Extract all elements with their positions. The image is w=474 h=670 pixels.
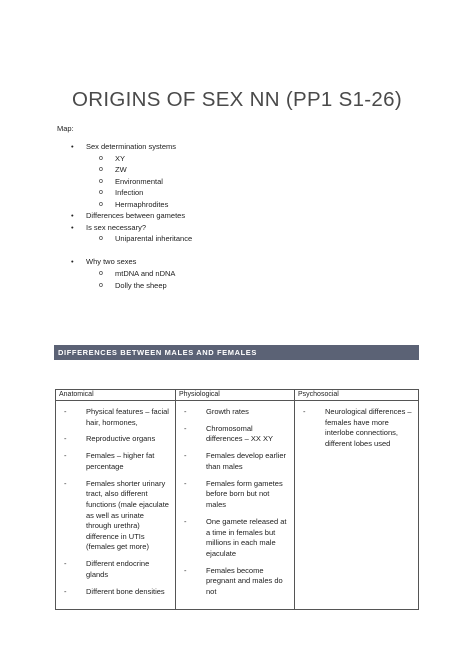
item-text: Reproductive organs	[86, 434, 156, 444]
list-subitem	[0, 233, 474, 245]
page-title: ORIGINS OF SEX NN (PP1 S1-26)	[72, 88, 402, 111]
list-item	[0, 256, 474, 268]
list-subitem-text: Hermaphrodites	[115, 199, 169, 209]
dash-marker: -	[184, 516, 187, 526]
item-text: Different bone densities	[86, 586, 165, 596]
list-spacer	[0, 245, 474, 257]
bullet-marker: •	[71, 257, 74, 267]
table-column-physiological	[175, 390, 295, 609]
table-cell-item	[176, 479, 295, 511]
dash-marker: -	[64, 434, 67, 444]
dash-marker: -	[184, 565, 187, 575]
item-text: Females form gametes before born but not males	[206, 478, 283, 510]
list-item-text: Sex determination systems	[86, 142, 177, 151]
list-subitem-text: XY	[115, 153, 126, 163]
table-cell-item	[176, 424, 295, 445]
table-cell-item	[176, 451, 295, 472]
sub-bullet-marker: o	[99, 189, 103, 197]
dash-marker: -	[64, 478, 67, 488]
table-column-psychosocial	[294, 390, 419, 609]
column-items	[176, 407, 295, 604]
dash-marker: -	[184, 423, 187, 433]
column-header: Physiological	[176, 390, 295, 401]
sub-bullet-marker: o	[99, 166, 103, 174]
section-heading: DIFFERENCES BETWEEN MALES AND FEMALES	[58, 348, 258, 357]
table-cell-item	[56, 451, 175, 472]
item-text: Females – higher fat percentage	[86, 451, 155, 471]
list-item-text: Is sex necessary?	[86, 222, 147, 232]
list-subitem-text: Environmental	[115, 176, 163, 186]
list-item	[0, 222, 474, 234]
dash-marker: -	[64, 451, 67, 461]
table-cell-item	[56, 479, 175, 553]
list-subitem-text: mtDNA and nDNA	[115, 268, 176, 278]
column-items	[295, 407, 419, 456]
map-label: Map:	[57, 124, 74, 133]
bullet-marker: •	[71, 142, 74, 151]
table-cell-item	[56, 587, 175, 598]
table-cell-item	[176, 517, 295, 559]
sub-bullet-marker: o	[99, 281, 103, 289]
dash-marker: -	[64, 559, 67, 569]
list-subitem	[0, 268, 474, 280]
sub-bullet-marker: o	[99, 154, 103, 162]
dash-marker: -	[64, 586, 67, 596]
item-text: One gamete released at a time in females but millions in each male ejaculate	[206, 516, 287, 558]
list-subitem	[0, 187, 474, 199]
sub-bullet-marker: o	[99, 200, 103, 208]
column-header: Anatomical	[56, 390, 175, 401]
dash-marker: -	[184, 451, 187, 461]
dash-marker: -	[303, 407, 306, 416]
dash-marker: -	[184, 478, 187, 488]
list-subitem	[0, 199, 474, 211]
list-subitem-text: Uniparental inheritance	[115, 234, 193, 244]
sub-bullet-marker: o	[99, 235, 103, 243]
dash-marker: -	[64, 407, 67, 416]
list-subitem	[0, 176, 474, 188]
item-text: Females become pregnant and males do not	[206, 565, 283, 596]
list-subitem	[0, 153, 474, 165]
list-subitem	[0, 164, 474, 176]
map-list	[0, 141, 474, 291]
table-cell-item	[295, 407, 419, 449]
list-subitem-text: Dolly the sheep	[115, 280, 167, 290]
column-items	[56, 407, 175, 604]
dash-marker: -	[184, 407, 187, 416]
list-item	[0, 141, 474, 153]
list-subitem-text: ZW	[115, 165, 127, 175]
table-cell-item	[56, 434, 175, 445]
item-text: Neurological differences – females have more interlobe connections, different lobes used	[325, 407, 412, 448]
differences-table	[55, 389, 419, 610]
table-cell-item	[56, 559, 175, 580]
table-cell-item	[176, 566, 295, 598]
section-heading-banner	[54, 345, 419, 360]
item-text: Females develop earlier than males	[206, 451, 287, 471]
sub-bullet-marker: o	[99, 177, 103, 185]
column-header: Psychosocial	[295, 390, 419, 401]
table-cell-item	[56, 407, 175, 428]
list-item-text: Differences between gametes	[86, 211, 186, 221]
list-item-text: Why two sexes	[86, 257, 137, 267]
table-cell-item	[176, 407, 295, 418]
list-subitem-text: Infection	[115, 188, 144, 198]
item-text: Chromosomal differences – XX XY	[206, 423, 273, 444]
bullet-marker: •	[71, 211, 74, 221]
item-text: Growth rates	[206, 407, 249, 416]
item-text: Females shorter urinary tract, also different functions (male ejaculate as well as urinate through urethra) difference in UTIs (females get more)	[86, 478, 169, 552]
item-text: Physical features – facial hair, hormones,	[86, 407, 169, 427]
sub-bullet-marker: o	[99, 269, 103, 277]
table-column-anatomical	[56, 390, 175, 609]
item-text: Different endocrine glands	[86, 559, 150, 579]
list-item	[0, 210, 474, 222]
bullet-marker: •	[71, 222, 74, 232]
list-subitem	[0, 280, 474, 292]
